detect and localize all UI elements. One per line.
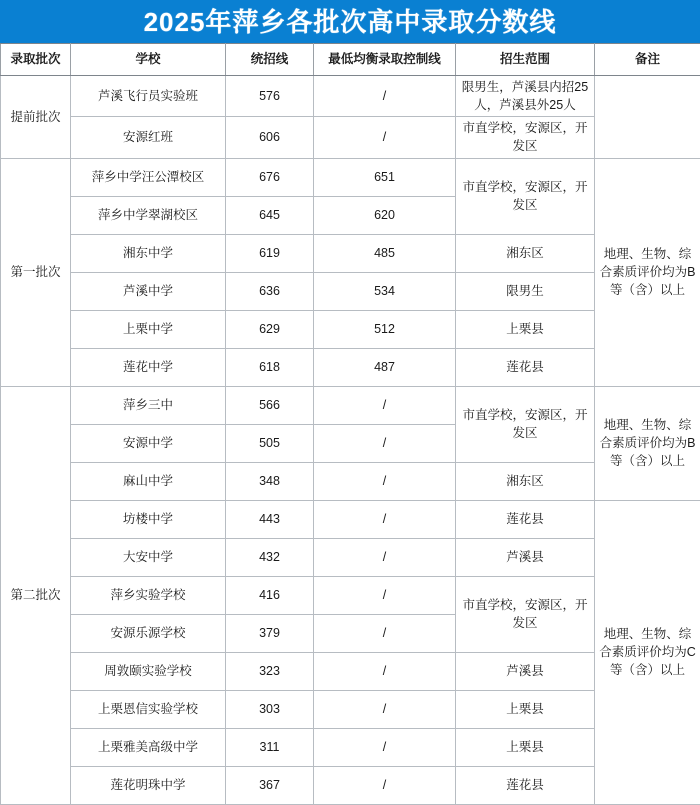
school-name: 周敦颐实验学校 bbox=[71, 652, 226, 690]
tz-score: 576 bbox=[226, 76, 314, 117]
column-header-school: 学校 bbox=[71, 44, 226, 76]
admission-range: 莲花县 bbox=[456, 766, 595, 804]
tz-score: 636 bbox=[226, 272, 314, 310]
batch-label-second: 第二批次 bbox=[1, 386, 71, 804]
tz-score: 367 bbox=[226, 766, 314, 804]
tz-score: 443 bbox=[226, 500, 314, 538]
tz-score: 323 bbox=[226, 652, 314, 690]
tz-score: 629 bbox=[226, 310, 314, 348]
bal-score: / bbox=[314, 766, 456, 804]
bal-score: / bbox=[314, 76, 456, 117]
school-name: 莲花中学 bbox=[71, 348, 226, 386]
bal-score: / bbox=[314, 462, 456, 500]
admission-range: 上栗县 bbox=[456, 690, 595, 728]
remark: 地理、生物、综合素质评价均为B等（含）以上 bbox=[595, 158, 700, 386]
school-name: 萍乡实验学校 bbox=[71, 576, 226, 614]
school-name: 上栗恩信实验学校 bbox=[71, 690, 226, 728]
school-name: 安源中学 bbox=[71, 424, 226, 462]
bal-score: / bbox=[314, 386, 456, 424]
admission-range: 市直学校，安源区，开发区 bbox=[456, 117, 595, 158]
bal-score: / bbox=[314, 538, 456, 576]
batch-label-advance: 提前批次 bbox=[1, 76, 71, 159]
table-header bbox=[1, 44, 700, 76]
tz-score: 311 bbox=[226, 728, 314, 766]
tz-score: 676 bbox=[226, 158, 314, 196]
bal-score: / bbox=[314, 576, 456, 614]
admission-range: 上栗县 bbox=[456, 310, 595, 348]
school-name: 芦溪中学 bbox=[71, 272, 226, 310]
bal-score: 534 bbox=[314, 272, 456, 310]
bal-score: / bbox=[314, 500, 456, 538]
admission-range: 湘东区 bbox=[456, 462, 595, 500]
column-header-bal: 最低均衡录取控制线 bbox=[314, 44, 456, 76]
tz-score: 645 bbox=[226, 196, 314, 234]
remark: 地理、生物、综合素质评价均为B等（含）以上 bbox=[595, 386, 700, 500]
admission-range: 莲花县 bbox=[456, 348, 595, 386]
admission-range: 上栗县 bbox=[456, 728, 595, 766]
bal-score: 651 bbox=[314, 158, 456, 196]
school-name: 安源乐源学校 bbox=[71, 614, 226, 652]
tz-score: 618 bbox=[226, 348, 314, 386]
admission-range: 市直学校，安源区，开发区 bbox=[456, 576, 595, 652]
title-banner bbox=[0, 0, 700, 43]
admission-score-table bbox=[0, 43, 700, 805]
admission-range: 限男生 bbox=[456, 272, 595, 310]
bal-score: 512 bbox=[314, 310, 456, 348]
bal-score: / bbox=[314, 117, 456, 158]
school-name: 上栗雅美高级中学 bbox=[71, 728, 226, 766]
column-header-remark: 备注 bbox=[595, 44, 700, 76]
table-row bbox=[1, 158, 700, 196]
school-name: 安源红班 bbox=[71, 117, 226, 158]
tz-score: 432 bbox=[226, 538, 314, 576]
remark bbox=[595, 76, 700, 159]
school-name: 麻山中学 bbox=[71, 462, 226, 500]
school-name: 萍乡三中 bbox=[71, 386, 226, 424]
bal-score: / bbox=[314, 652, 456, 690]
tz-score: 379 bbox=[226, 614, 314, 652]
tz-score: 505 bbox=[226, 424, 314, 462]
school-name: 上栗中学 bbox=[71, 310, 226, 348]
tz-score: 619 bbox=[226, 234, 314, 272]
admission-range: 限男生，芦溪县内招25人，芦溪县外25人 bbox=[456, 76, 595, 117]
school-name: 坊楼中学 bbox=[71, 500, 226, 538]
school-name: 萍乡中学汪公潭校区 bbox=[71, 158, 226, 196]
school-name: 萍乡中学翠湖校区 bbox=[71, 196, 226, 234]
tz-score: 303 bbox=[226, 690, 314, 728]
school-name: 湘东中学 bbox=[71, 234, 226, 272]
table-row bbox=[1, 500, 700, 538]
table-row bbox=[1, 386, 700, 424]
admission-range: 芦溪县 bbox=[456, 652, 595, 690]
column-header-range: 招生范围 bbox=[456, 44, 595, 76]
tz-score: 348 bbox=[226, 462, 314, 500]
page-title: 2025年萍乡各批次高中录取分数线 bbox=[144, 9, 557, 35]
school-name: 芦溪飞行员实验班 bbox=[71, 76, 226, 117]
table-row bbox=[1, 76, 700, 117]
admission-range: 市直学校，安源区，开发区 bbox=[456, 158, 595, 234]
bal-score: 620 bbox=[314, 196, 456, 234]
header-row bbox=[1, 44, 700, 76]
admission-range: 湘东区 bbox=[456, 234, 595, 272]
admission-range: 芦溪县 bbox=[456, 538, 595, 576]
tz-score: 606 bbox=[226, 117, 314, 158]
remark: 地理、生物、综合素质评价均为C等（含）以上 bbox=[595, 500, 700, 804]
bal-score: 487 bbox=[314, 348, 456, 386]
bal-score: / bbox=[314, 690, 456, 728]
table-body bbox=[1, 76, 700, 805]
column-header-batch: 录取批次 bbox=[1, 44, 71, 76]
bal-score: / bbox=[314, 728, 456, 766]
school-name: 莲花明珠中学 bbox=[71, 766, 226, 804]
bal-score: / bbox=[314, 614, 456, 652]
admission-range: 市直学校，安源区，开发区 bbox=[456, 386, 595, 462]
column-header-tz: 统招线 bbox=[226, 44, 314, 76]
batch-label-first: 第一批次 bbox=[1, 158, 71, 386]
admission-range: 莲花县 bbox=[456, 500, 595, 538]
bal-score: / bbox=[314, 424, 456, 462]
bal-score: 485 bbox=[314, 234, 456, 272]
tz-score: 416 bbox=[226, 576, 314, 614]
school-name: 大安中学 bbox=[71, 538, 226, 576]
tz-score: 566 bbox=[226, 386, 314, 424]
